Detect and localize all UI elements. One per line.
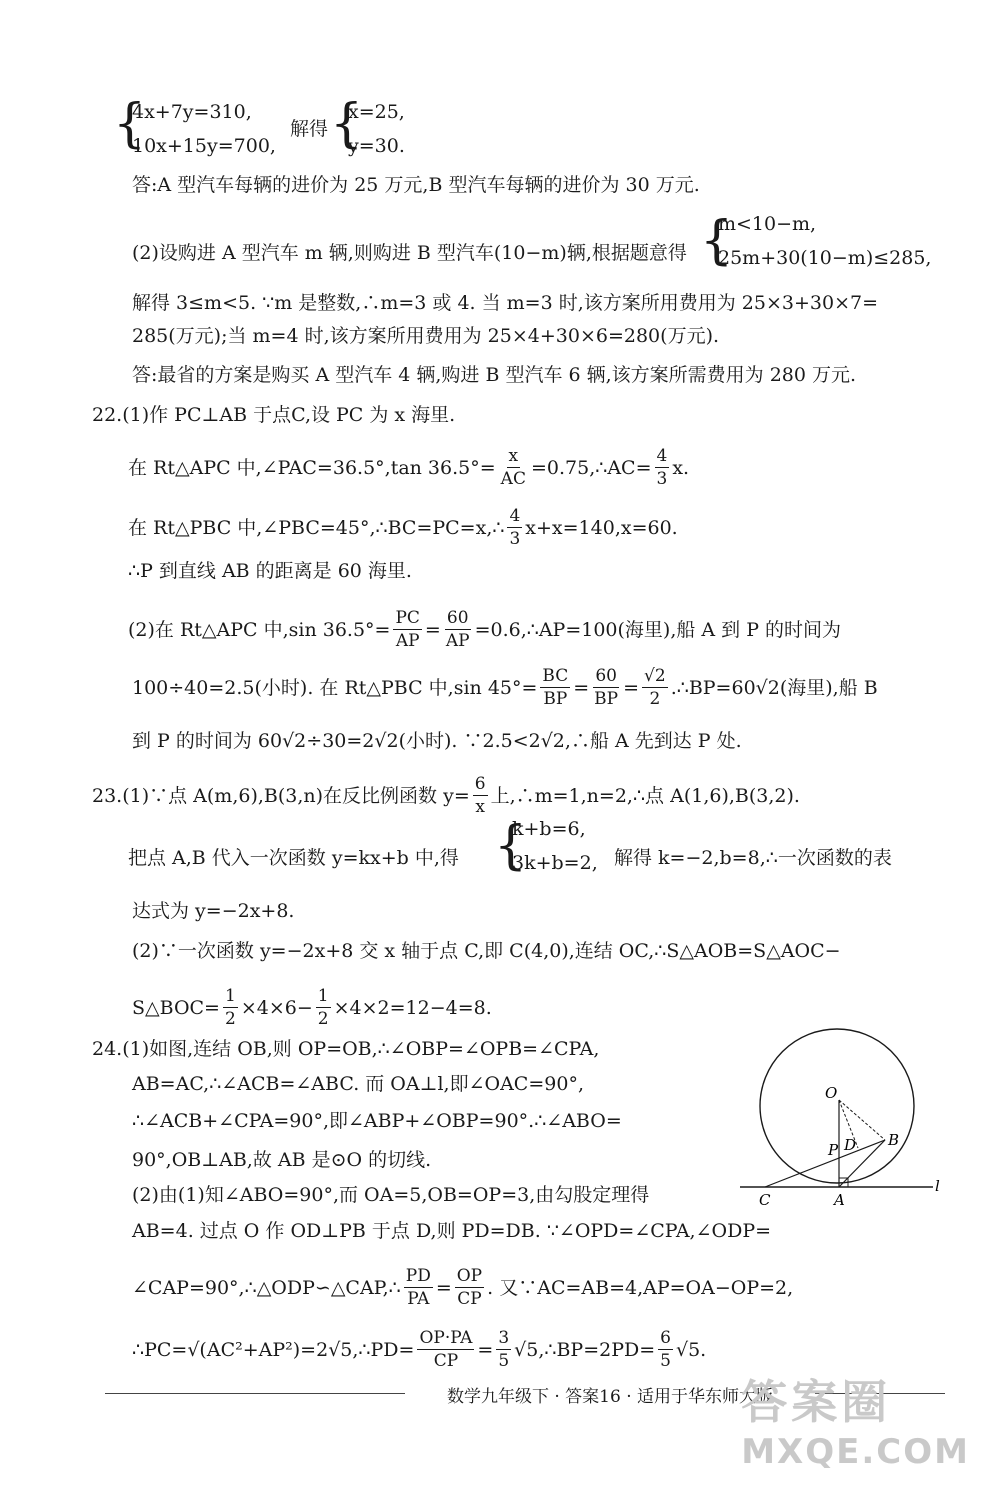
text-line: (2)设购进 A 型汽车 m 辆,则购进 B 型汽车(10−m)辆,根据题意得 [132, 242, 687, 264]
system-brace: { [330, 94, 364, 154]
question-23-line: 把点 A,B 代入一次函数 y=kx+b 中,得 [128, 847, 459, 869]
question-23-line: S△BOC= $\frac{1}{2}$ ×4×6− $\frac{1}{2}$ ×4×2=12−4=8. [132, 986, 492, 1029]
question-22-line: 100÷40=2.5(小时). 在 Rt△PBC 中,sin 45°= $\frac{BC}{BP}$ = $\frac{60}{BP}$ = $\frac{√2}{2}$ .∴BP=60√2(海里),船 B [132, 666, 878, 709]
watermark-logo: 答案圈 [741, 1375, 892, 1429]
label-p: P [828, 1141, 839, 1159]
solution-system-1 [348, 95, 405, 163]
watermark [741, 1366, 970, 1472]
watermark-url: MXQE.COM [741, 1432, 970, 1472]
question-22-line: 在 Rt△APC 中,∠PAC=36.5°,tan 36.5°= $\frac{x}{AC}$ =0.75,∴AC= $\frac{4}{3}$ x. [128, 446, 690, 489]
text-line: 答:最省的方案是购买 A 型汽车 4 辆,购进 B 型汽车 6 辆,该方案所需费用为 280 万元. [132, 364, 857, 386]
question-22-line: 在 Rt△PBC 中,∠PBC=45°,∴BC=PC=x,∴ $\frac{4}{3}$ x+x=140,x=60. [128, 506, 678, 549]
label-a: A [834, 1191, 845, 1209]
system-brace: { [494, 816, 528, 876]
question-24-line: ∴PC=√(AC²+AP²)=2√5,∴PD= $\frac{OP\cdot PA}{CP}$ = $\frac{3}{5}$ √5,∴BP=2PD= $\frac{6}{5}$ √5. [132, 1328, 707, 1371]
label-b: B [888, 1131, 900, 1149]
label-d: D [844, 1136, 857, 1154]
question-24-line: ∠CAP=90°,∴△ODP∽△CAP,∴ $\frac{PD}{PA}$ = $\frac{OP}{CP}$ . 又∵AC=AB=4,AP=OA−OP=2, [132, 1266, 794, 1309]
inequality-system [718, 207, 931, 275]
label-o: O [825, 1084, 838, 1102]
question-24-line: ∴∠ACB+∠CPA=90°,即∠ABP+∠OBP=90°.∴∠ABO= [132, 1110, 622, 1132]
segment-ob [839, 1100, 885, 1140]
equation-system-1 [132, 95, 276, 163]
solution: x=25, [348, 101, 405, 123]
question-24-line: 24.(1)如图,连结 OB,则 OP=OB,∴∠OBP=∠OPB=∠CPA, [92, 1038, 600, 1060]
question-24-line: AB=AC,∴∠ACB=∠ABC. 而 OA⊥l,即∠OAC=90°, [132, 1073, 584, 1095]
equation: 3k+b=2, [512, 852, 598, 874]
segment-cb [765, 1140, 885, 1187]
question-24-line: AB=4. 过点 O 作 OD⊥PB 于点 D,则 PD=DB. ∵∠OPD=∠CPA,∠ODP= [132, 1220, 772, 1242]
geometry-figure [735, 1028, 950, 1213]
question-23-line: (2)∵一次函数 y=−2x+8 交 x 轴于点 C,即 C(4,0),连结 OC,∴S△AOB=S△AOC− [132, 940, 841, 962]
solution: y=30. [348, 135, 405, 157]
question-22-line: ∴P 到直线 AB 的距离是 60 海里. [128, 560, 412, 582]
question-24-line: (2)由(1)知∠ABO=90°,而 OA=5,OB=OP=3,由勾股定理得 [132, 1184, 650, 1206]
question-23-line: 解得 k=−2,b=8,∴一次函数的表 [614, 847, 892, 869]
text-line: 答:A 型汽车每辆的进价为 25 万元,B 型汽车每辆的进价为 30 万元. [132, 174, 700, 196]
system-brace: { [113, 94, 147, 154]
inequality: m<10−m, [718, 213, 817, 235]
equation-system-2 [512, 812, 598, 880]
label-c: C [759, 1191, 771, 1209]
label-l: l [935, 1177, 940, 1195]
question-22-line: (2)在 Rt△APC 中,sin 36.5°= $\frac{PC}{AP}$ = $\frac{60}{AP}$ =0.6,∴AP=100(海里),船 A 到 P 的时间为 [128, 608, 842, 651]
question-22-line: 22.(1)作 PC⊥AB 于点C,设 PC 为 x 海里. [92, 404, 456, 426]
text-line: 285(万元);当 m=4 时,该方案所用费用为 25×4+30×6=280(万元). [132, 325, 720, 347]
question-23-line: 23.(1)∵点 A(m,6),B(3,n)在反比例函数 y= $\frac{6}{x}$ 上,∴m=1,n=2,∴点 A(1,6),B(3,2). [92, 774, 800, 817]
equation: 4x+7y=310, [132, 101, 252, 123]
question-24-line: 90°,OB⊥AB,故 AB 是⊙O 的切线. [132, 1149, 432, 1171]
equation: k+b=6, [512, 818, 586, 840]
inequality: 25m+30(10−m)≤285, [718, 247, 932, 269]
footer-rule-left [105, 1393, 405, 1394]
equation: 10x+15y=700, [132, 135, 276, 157]
system-brace: { [700, 211, 734, 271]
solve-label: 解得 [290, 118, 329, 140]
text-line: 解得 3≤m<5. ∵m 是整数,∴m=3 或 4. 当 m=3 时,该方案所用费用为 25×3+30×7= [132, 292, 879, 314]
question-22-line: 到 P 的时间为 60√2÷30=2√2(小时). ∵2.5<2√2,∴船 A 先到达 P 处. [132, 730, 742, 752]
footer-text: 数学九年级下 · 答案16 · 适用于华东师大版 [446, 1387, 774, 1407]
circle-o [760, 1029, 914, 1183]
question-23-line: 达式为 y=−2x+8. [132, 900, 295, 922]
